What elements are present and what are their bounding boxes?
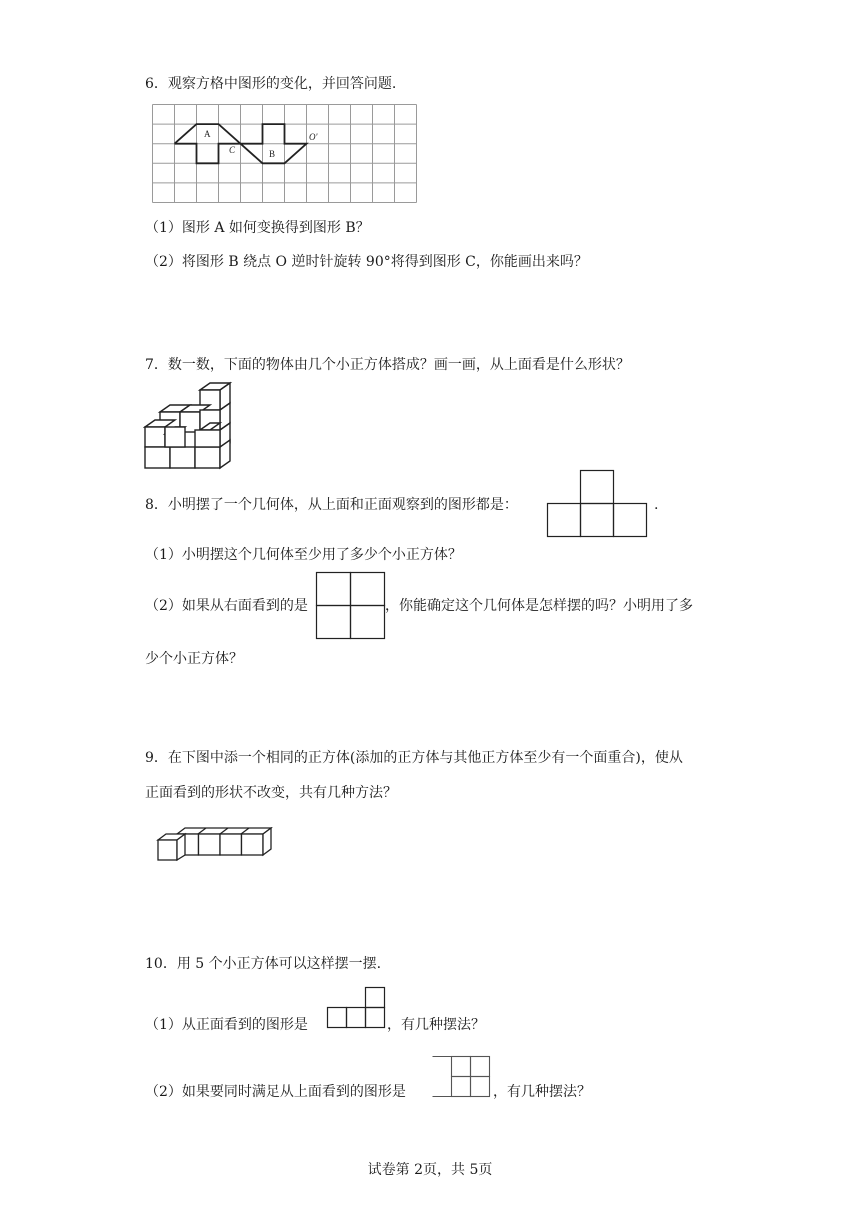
label-c: C: [229, 145, 236, 155]
q8-title: 8．小明摆了一个几何体，从上面和正面观察到的图形都是：: [145, 497, 518, 513]
q10-sub1-a: （1）从正面看到的图形是: [145, 1017, 308, 1033]
q7-title: 7．数一数，下面的物体由几个小正方体搭成？画一画，从上面看是什么形状？: [145, 357, 630, 373]
q9-line2: 正面看到的形状不改变，共有几种方法？: [145, 785, 397, 801]
q8-title-end: .: [654, 497, 659, 513]
q8-right-view: [315, 571, 387, 641]
q10-title: 10．用 5 个小正方体可以这样摆一摆.: [145, 956, 382, 972]
q6-grid-figure: [152, 104, 422, 204]
q8-sub2-a: （2）如果从右面看到的是: [145, 598, 308, 614]
q10-top-view: [428, 1055, 492, 1099]
label-o: O': [309, 132, 318, 142]
q8-top-front-view: [546, 469, 648, 539]
label-b: B: [269, 149, 276, 159]
q10-front-view: [325, 986, 387, 1030]
q9-cube-row: [156, 827, 274, 863]
q10-sub2-a: （2）如果要同时满足从上面看到的图形是: [145, 1084, 406, 1100]
q8-sub2-c: 少个小正方体？: [145, 651, 243, 667]
q8-sub2-b: ，你能确定这个几何体是怎样摆的吗？小明用了多: [385, 598, 693, 614]
q10-sub2-b: ，有几种摆法？: [493, 1084, 591, 1100]
q6-sub2: （2）将图形 B 绕点 O 逆时针旋转 90°将得到图形 C，你能画出来吗？: [145, 254, 588, 270]
q9-line1: 9．在下图中添一个相同的正方体(添加的正方体与其他正方体至少有一个面重合)，使从: [145, 750, 683, 766]
q10-sub1-b: ，有几种摆法？: [387, 1017, 485, 1033]
q7-cube-stack: [143, 381, 233, 471]
label-a: A: [204, 129, 211, 139]
q6-sub1: （1）图形 A 如何变换得到图形 B？: [145, 220, 370, 236]
q6-title: 6．观察方格中图形的变化，并回答问题.: [145, 76, 397, 92]
page-footer: 试卷第 2页，共 5页: [367, 1162, 493, 1178]
q8-sub1: （1）小明摆这个几何体至少用了多少个小正方体？: [145, 547, 462, 563]
